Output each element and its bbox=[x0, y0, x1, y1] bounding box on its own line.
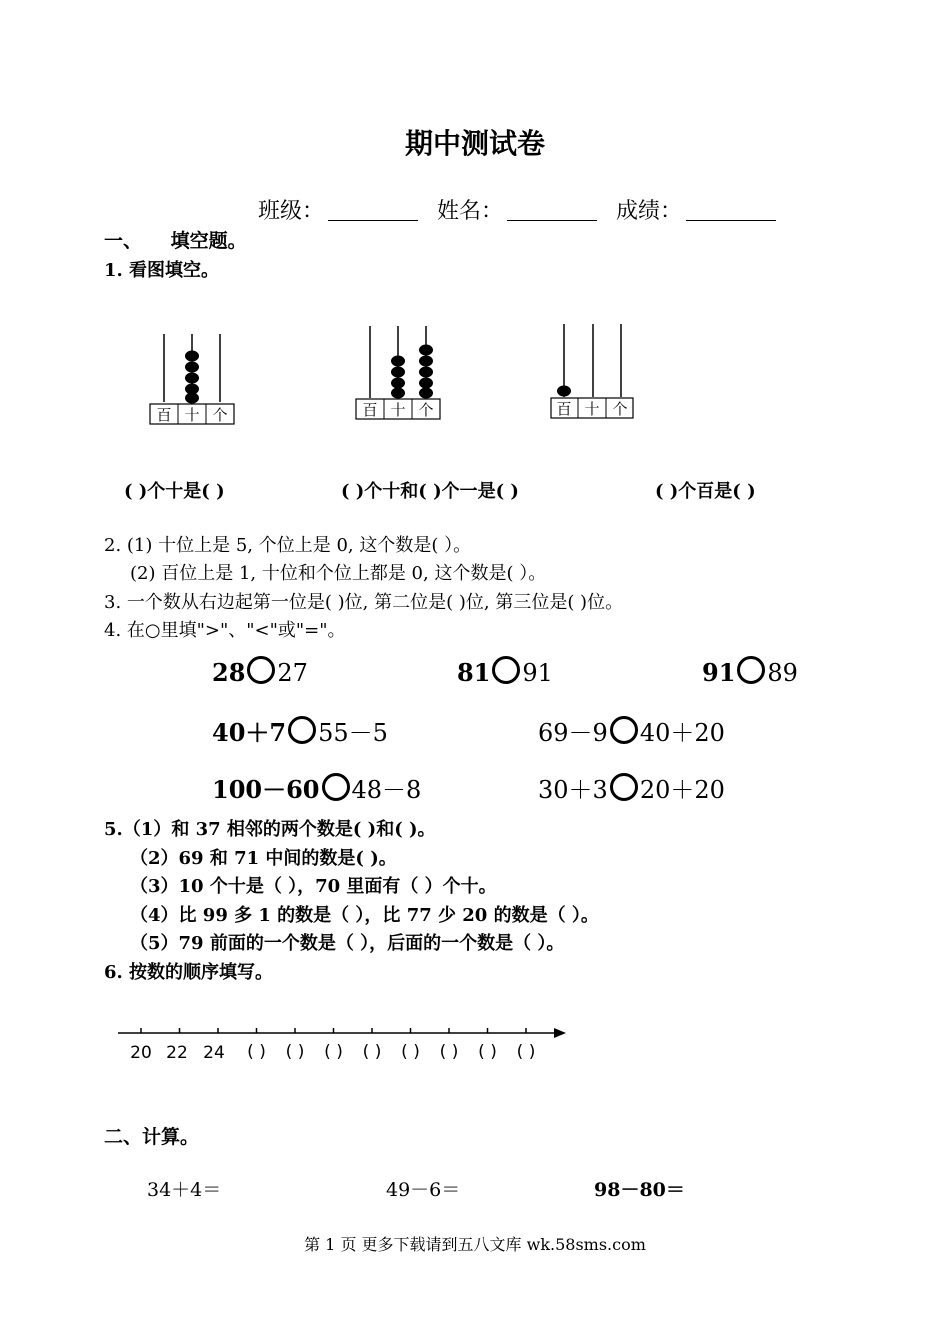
q5-line-4: （4）比 99 多 1 的数是（ ），比 77 少 20 的数是（ ）。 bbox=[130, 905, 599, 926]
answer-circle[interactable] bbox=[737, 656, 765, 684]
compare-item: 81 91 bbox=[457, 658, 553, 687]
abacus-label: 百 bbox=[362, 401, 378, 419]
section-2-heading: 二、计算。 bbox=[104, 1126, 200, 1148]
class-label: 班级： bbox=[258, 199, 325, 224]
bead bbox=[391, 367, 405, 378]
abacus-label: 十 bbox=[584, 400, 600, 418]
compare-item: 69－9 40＋20 bbox=[538, 713, 725, 748]
bead bbox=[419, 345, 433, 356]
student-info-row bbox=[258, 194, 788, 225]
abacus-label: 个 bbox=[612, 400, 628, 418]
compare-item: 91 89 bbox=[702, 658, 798, 687]
abacus-label: 十 bbox=[184, 406, 200, 424]
section-1-title: 填空题。 bbox=[170, 230, 247, 252]
number-label: 22 bbox=[166, 1043, 188, 1063]
q6-label: 6. 按数的顺序填写。 bbox=[104, 962, 274, 983]
score-blank[interactable] bbox=[686, 198, 776, 221]
calc-item[interactable]: 49－6＝ bbox=[386, 1179, 461, 1201]
page-footer: 第 1 页 更多下载请到五八文库 wk.58sms.com bbox=[304, 1235, 646, 1254]
abacus-1 bbox=[148, 328, 238, 428]
abacus-2 bbox=[354, 320, 444, 420]
q2-line-2: (2) 百位上是 1, 十位和个位上都是 0, 这个数是( ）。 bbox=[130, 563, 547, 584]
number-label: 24 bbox=[203, 1043, 225, 1063]
abacus-label: 个 bbox=[212, 406, 228, 424]
compare-item: 100－60 48－8 bbox=[212, 775, 422, 804]
bead bbox=[419, 367, 433, 378]
bead bbox=[419, 356, 433, 367]
bead bbox=[557, 386, 571, 397]
number-blank[interactable]: ( ) bbox=[401, 1042, 420, 1062]
arrow-right-icon bbox=[554, 1028, 566, 1038]
q5-line-3: （3）10 个十是（ ），70 里面有（ ）个十。 bbox=[130, 876, 497, 897]
q5-line-1: 5.（1）和 37 相邻的两个数是( )和( )。 bbox=[104, 819, 436, 840]
q1-label: 1. 看图填空。 bbox=[104, 260, 220, 281]
bead bbox=[185, 351, 199, 362]
page-title: 期中测试卷 bbox=[404, 127, 545, 160]
number-blank[interactable]: ( ) bbox=[439, 1042, 459, 1062]
name-blank[interactable] bbox=[507, 198, 597, 221]
bead bbox=[419, 388, 433, 399]
compare-item: 28 27 bbox=[212, 658, 308, 687]
answer-circle[interactable] bbox=[610, 716, 638, 744]
number-blank[interactable]: ( ) bbox=[362, 1042, 382, 1062]
answer-circle[interactable] bbox=[492, 656, 520, 684]
q3-text: 3. 一个数从右边起第一位是( )位, 第二位是( )位, 第三位是( )位。 bbox=[104, 592, 624, 613]
score-label: 成绩： bbox=[616, 199, 683, 224]
compare-item: 30＋3 20＋20 bbox=[538, 770, 725, 805]
answer-circle[interactable] bbox=[247, 656, 275, 684]
bead bbox=[185, 393, 199, 404]
number-blank[interactable]: ( ) bbox=[516, 1042, 536, 1062]
answer-circle[interactable] bbox=[610, 773, 638, 801]
answer-circle[interactable] bbox=[322, 773, 350, 801]
bead bbox=[391, 356, 405, 367]
bead bbox=[391, 388, 405, 399]
section-1-heading bbox=[104, 226, 247, 253]
bead bbox=[391, 378, 405, 389]
section-1-number: 一、 bbox=[104, 230, 143, 252]
q1-blank-2[interactable]: ( )个十和( )个一是( ) bbox=[341, 481, 519, 502]
bead bbox=[419, 378, 433, 389]
q4-label: 4. 在○里填">"、"<"或"="。 bbox=[104, 620, 346, 641]
abacus-label: 个 bbox=[418, 401, 434, 419]
class-blank[interactable] bbox=[328, 198, 418, 221]
bead bbox=[185, 362, 199, 373]
abacus-label: 十 bbox=[390, 401, 406, 419]
name-label: 姓名： bbox=[437, 199, 504, 224]
calc-item[interactable]: 34＋4＝ bbox=[147, 1179, 222, 1201]
abacus-label: 百 bbox=[156, 406, 172, 424]
number-blank[interactable]: ( ) bbox=[247, 1042, 266, 1062]
q2-line-1: 2. (1) 十位上是 5, 个位上是 0, 这个数是( ）。 bbox=[104, 535, 472, 556]
q1-blank-1[interactable]: ( )个十是( ) bbox=[124, 481, 225, 502]
answer-circle[interactable] bbox=[288, 716, 316, 744]
number-line bbox=[116, 1020, 576, 1070]
bead bbox=[185, 373, 199, 384]
q1-blank-3[interactable]: ( )个百是( ) bbox=[655, 481, 756, 502]
number-blank[interactable]: ( ) bbox=[478, 1042, 497, 1062]
number-blank[interactable]: ( ) bbox=[324, 1042, 343, 1062]
q5-line-2: （2）69 和 71 中间的数是( )。 bbox=[130, 848, 397, 869]
number-blank[interactable]: ( ) bbox=[285, 1042, 305, 1062]
q5-line-5: （5）79 前面的一个数是（ ），后面的一个数是（ ）。 bbox=[130, 933, 565, 954]
calc-item[interactable]: 98－80＝ bbox=[594, 1179, 685, 1201]
compare-item: 40＋7 55－5 bbox=[212, 718, 388, 747]
number-label: 20 bbox=[130, 1043, 152, 1063]
abacus-3 bbox=[550, 320, 640, 420]
abacus-label: 百 bbox=[556, 400, 572, 418]
